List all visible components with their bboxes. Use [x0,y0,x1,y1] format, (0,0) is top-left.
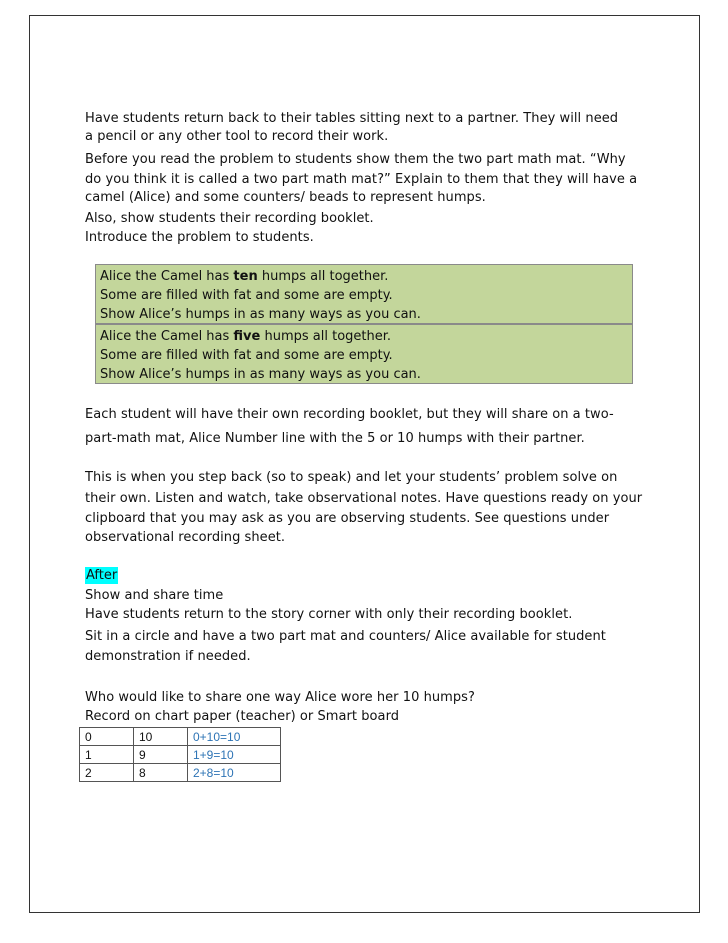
intro-line: camel (Alice) and some counters/ beads to represent humps. [85,190,486,205]
intro-line: do you think it is called a two part math mat?” Explain to them that they will have a [85,172,638,187]
problem-ten-line3: Show Alice’s humps in as many ways as you can. [100,307,421,322]
intro-line: Introduce the problem to students. [85,230,314,245]
intro-line: Also, show students their recording booklet. [85,211,374,226]
table-row [80,728,281,746]
observe-line: clipboard that you may ask as you are observing students. See questions under [85,511,610,526]
problem-ten-line2: Some are filled with fat and some are empty. [100,288,393,303]
problem-five-emphasis: five [233,329,261,344]
table-cell: 8 [134,764,188,782]
recording-table [79,727,281,782]
table-cell: 0 [80,728,134,746]
table-cell-equation: 1+9=10 [188,746,281,764]
table-row [80,746,281,764]
share-line: Record on chart paper (teacher) or Smart board [85,709,400,724]
after-line: Sit in a circle and have a two part mat and counters/ Alice available for student [85,629,606,644]
intro-line: Have students return back to their tables sitting next to a partner. They will need [85,111,619,126]
booklet-line: Each student will have their own recording booklet, but they will share on a two- [85,407,614,422]
table-cell-equation: 0+10=10 [188,728,281,746]
table-cell: 10 [134,728,188,746]
problem-five-line2: Some are filled with fat and some are empty. [100,348,393,363]
booklet-line: part-math mat, Alice Number line with the 5 or 10 humps with their partner. [85,431,585,446]
share-line: Who would like to share one way Alice wore her 10 humps? [85,690,475,705]
observe-line: their own. Listen and watch, take observational notes. Have questions ready on your [85,491,643,506]
intro-line: a pencil or any other tool to record their work. [85,129,389,144]
after-line: Have students return to the story corner with only their recording booklet. [85,607,573,622]
table-cell: 9 [134,746,188,764]
table-cell-equation: 2+8=10 [188,764,281,782]
observe-line: observational recording sheet. [85,530,286,545]
problem-ten-line1: Alice the Camel has ten humps all together. [100,269,389,284]
intro-line: Before you read the problem to students show them the two part math mat. “Why [85,152,626,167]
after-heading: After [86,568,118,583]
problem-ten-emphasis: ten [233,269,258,284]
observe-line: This is when you step back (so to speak) and let your students’ problem solve on [85,470,618,485]
table-row [80,764,281,782]
after-line: demonstration if needed. [85,649,251,664]
after-line: Show and share time [85,588,224,603]
table-cell: 2 [80,764,134,782]
problem-five-line3: Show Alice’s humps in as many ways as you can. [100,367,421,382]
problem-five-line1: Alice the Camel has five humps all together. [100,329,392,344]
table-cell: 1 [80,746,134,764]
